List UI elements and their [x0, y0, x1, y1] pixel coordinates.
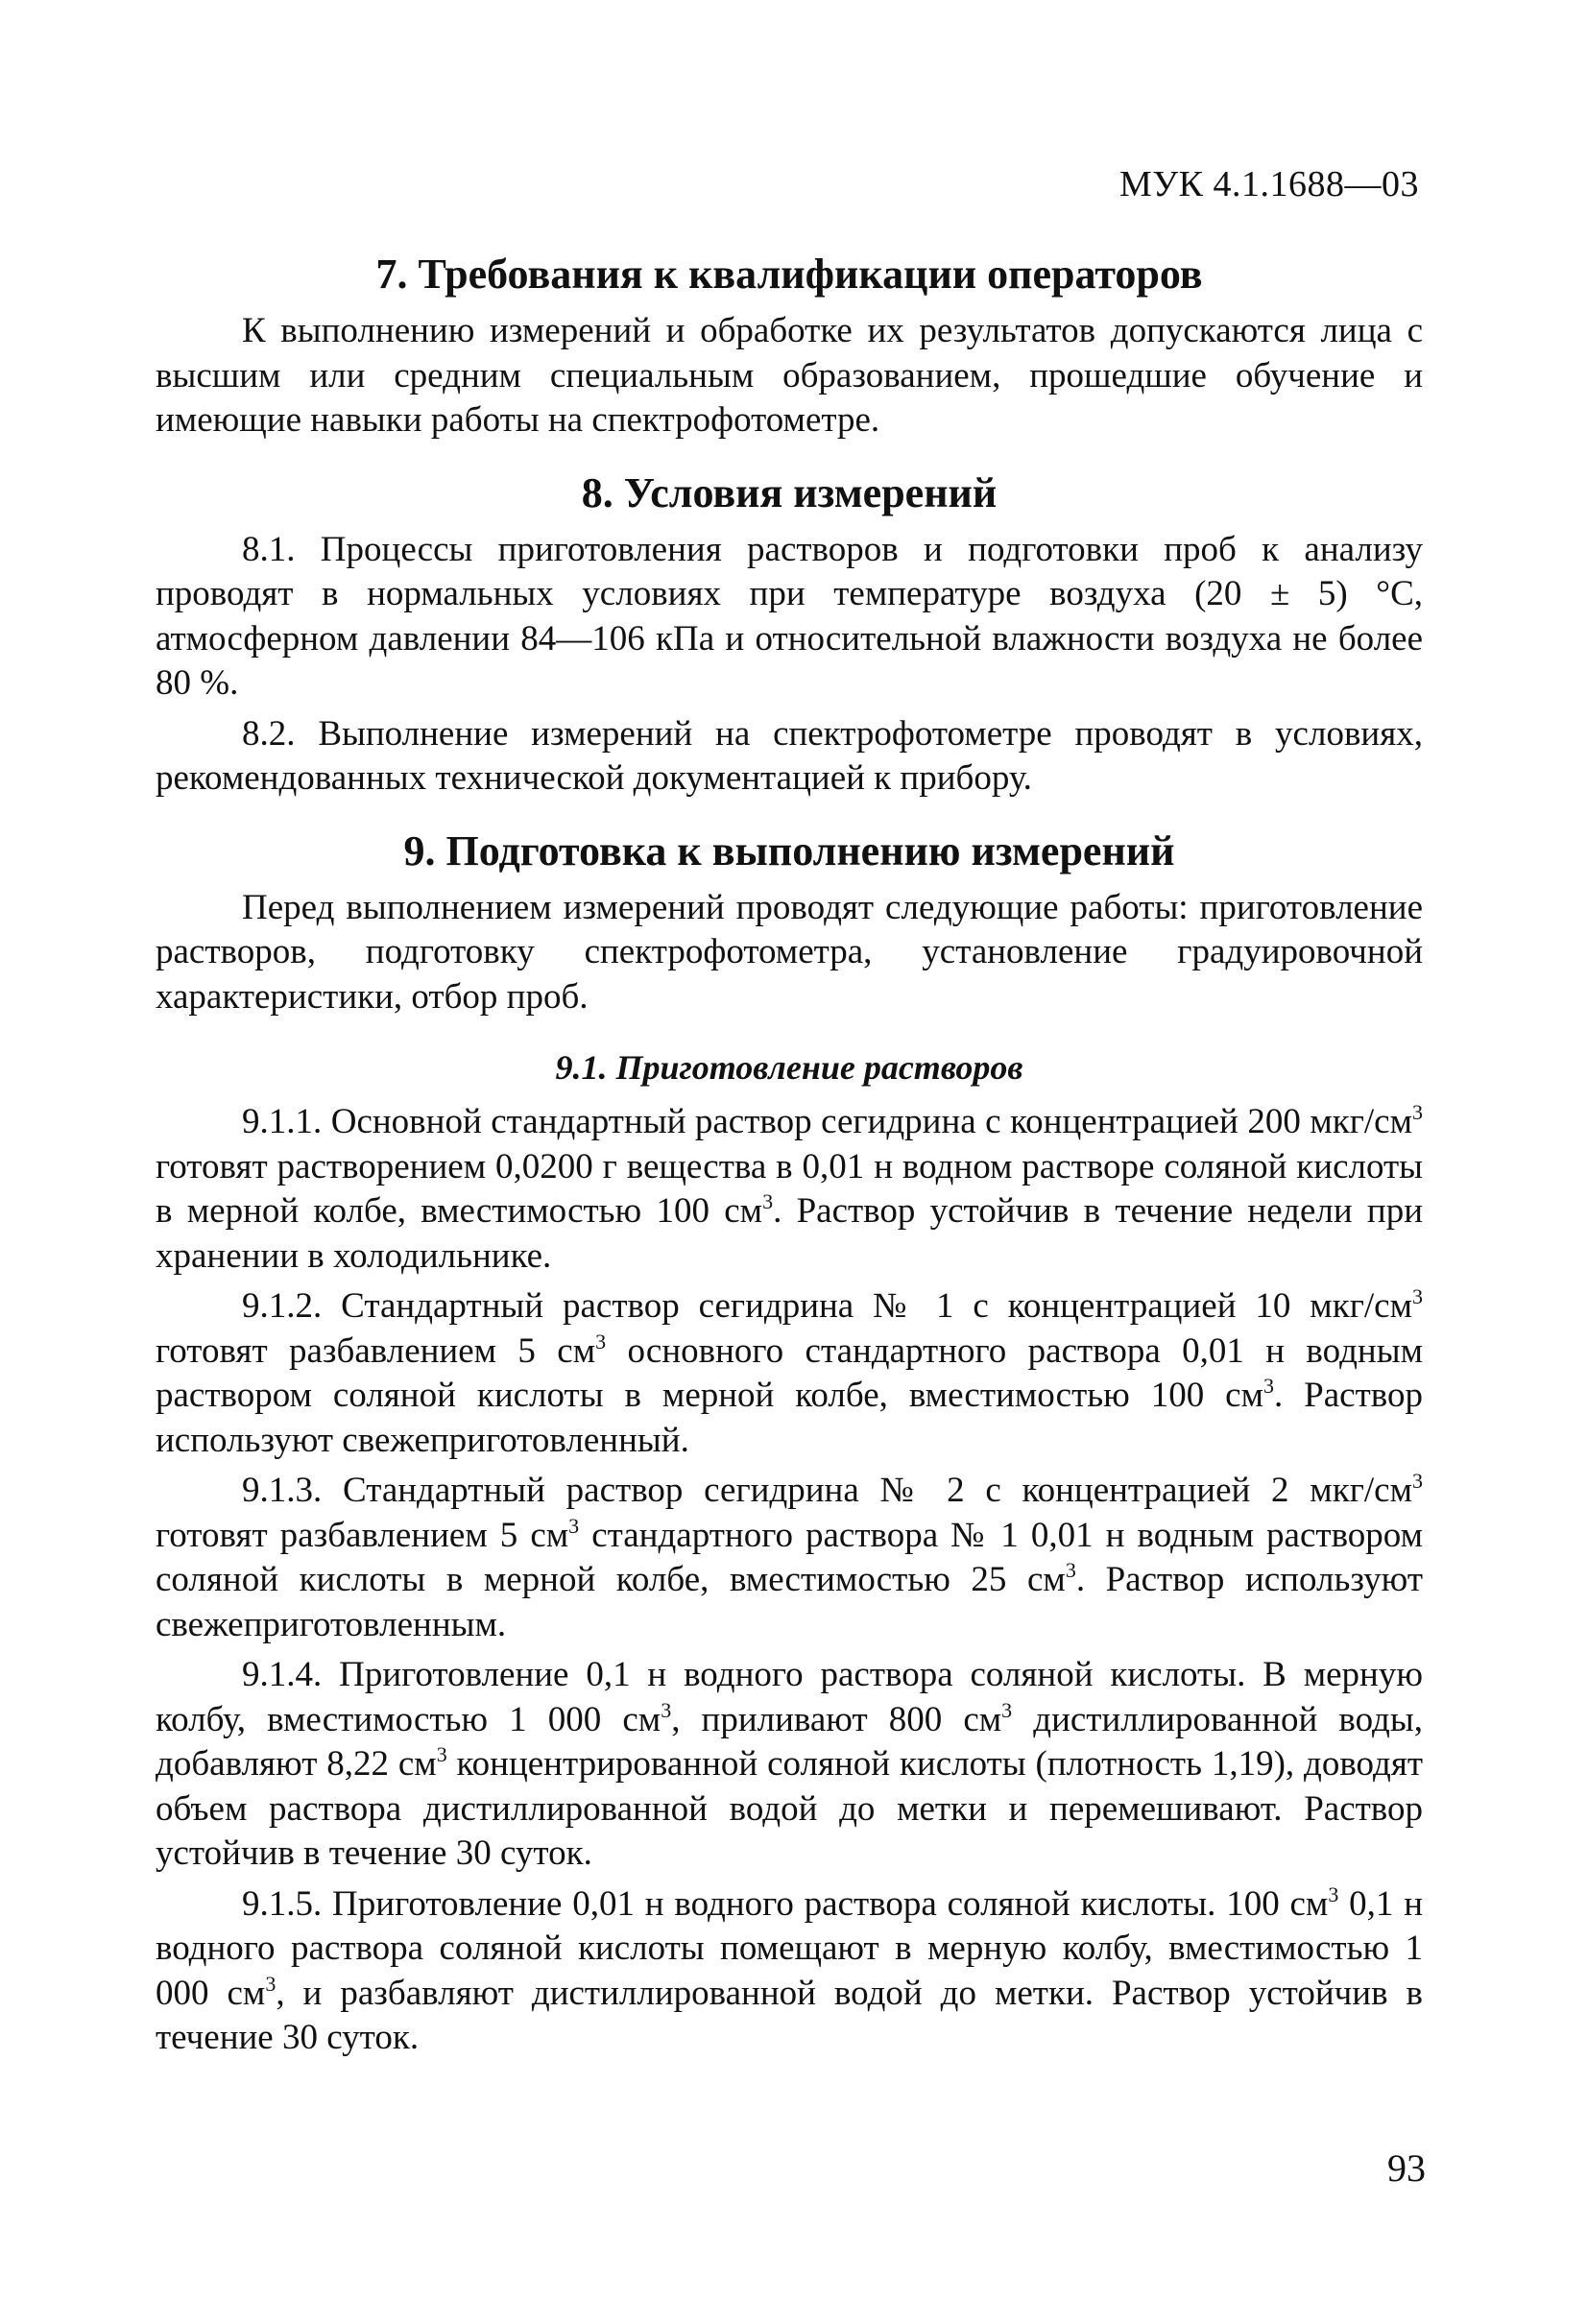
paragraph-9-1-4-text-1: 9.1.4. Приготовление 0,1 н водного раствора соляной кислоты. В мерную колбу, вместимостью 1 000 см — [156, 1655, 1423, 1739]
paragraph-9-1-4-text-2: , приливают 800 см — [671, 1699, 1002, 1739]
superscript-3: 3 — [1412, 1100, 1423, 1124]
superscript-3: 3 — [568, 1513, 580, 1538]
paragraph-9-1-5-text-1: 9.1.5. Приготовление 0,01 н водного раствора соляной кислоты. 100 см — [242, 1883, 1329, 1924]
paragraph-9-1-4-text-4: концентрированной соляной кислоты (плотность 1,19), доводят объем раствора дистиллированной водой до метки и перемешивают. Раствор устойчив в течение 30 суток. — [156, 1744, 1424, 1873]
superscript-3: 3 — [1412, 1469, 1423, 1493]
subsection-9-1-heading: 9.1. Приготовление растворов — [555, 1048, 1023, 1087]
section-7-paragraph: К выполнению измерений и обработке их результатов допускаются лица с высшим или средним специальным образованием, прошедшие обучение и имеющие навыки работы на спектрофотометре. — [156, 311, 1423, 440]
paragraph-9-1-2-text-3: основного стандартного раствора 0,01 н водным раствором соляной кислоты в мерной колбе, вместимостью 100 см — [156, 1330, 1423, 1415]
superscript-3: 3 — [1412, 1284, 1423, 1308]
superscript-3: 3 — [762, 1189, 774, 1213]
paragraph-9-1-3 — [156, 1469, 1423, 1647]
superscript-3: 3 — [1262, 1374, 1274, 1398]
superscript-3: 3 — [1001, 1697, 1013, 1722]
paragraph-9-1-2-text-1: 9.1.2. Стандартный раствор сегидрина № 1 с концентрацией 10 мкг/см — [242, 1286, 1412, 1326]
superscript-3: 3 — [595, 1329, 607, 1354]
paragraph-9-1-3-text-3: стандартного раствора № 1 0,01 н водным раствором соляной кислоты в мерной колбе, вместимостью 25 см — [156, 1515, 1423, 1599]
paragraph-9-1-4 — [156, 1653, 1423, 1877]
superscript-3: 3 — [1328, 1881, 1339, 1906]
section-7-heading: 7. Требования к квалификации операторов — [375, 251, 1203, 298]
paragraph-9-1-5 — [156, 1882, 1423, 2061]
paragraph-8-2: 8.2. Выполнение измерений на спектрофотометре проводят в условиях, рекомендованных технической документацией к прибору. — [156, 713, 1423, 798]
paragraph-9-1-2 — [156, 1284, 1423, 1463]
paragraph-8-1: 8.1. Процессы приготовления растворов и подготовки проб к анализу проводят в нормальных условиях при температуре воздуха (20 ± 5) °С, атмосферном давлении 84—106 кПа и относительной влажности воздуха не более 80 %. — [156, 529, 1423, 703]
superscript-3: 3 — [661, 1697, 672, 1722]
paragraph-9-1-1-text-1: 9.1.1. Основной стандартный раствор сегидрина с концентрацией 200 мкг/см — [242, 1102, 1412, 1141]
paragraph-9-1-3-text-4: . Раствор используют свежеприготовленным. — [156, 1560, 1423, 1644]
paragraph-9-1-1-text-3: . Раствор устойчив в течение недели при хранении в холодильнике. — [156, 1191, 1424, 1276]
paragraph-9-1-2-text-2: готовят разбавлением 5 см — [156, 1330, 596, 1371]
page-content — [156, 248, 1423, 2061]
paragraph-9-1-5-text-2: 0,1 н водного раствора соляной кислоты помещают в мерную колбу, вместимостью 1 000 см — [156, 1883, 1423, 2013]
superscript-3: 3 — [265, 1971, 277, 1996]
paragraph-9-1-5-text-3: , и разбавляют дистиллированной водой до метки. Раствор устойчив в течение 30 суток. — [156, 1973, 1423, 2057]
section-8-heading: 8. Условия измерений — [581, 468, 998, 516]
paragraph-9-1-3-text-1: 9.1.3. Стандартный раствор сегидрина № 2 с концентрацией 2 мкг/см — [242, 1471, 1412, 1510]
paragraph-9-1-4-text-3: дистиллированной воды, добавляют 8,22 см — [156, 1699, 1423, 1784]
superscript-3: 3 — [1065, 1558, 1076, 1582]
paragraph-9-1-1 — [156, 1100, 1423, 1279]
paragraph-9-1-1-text-2: готовят растворением 0,0200 г вещества в 0,01 н водном растворе соляной кислоты в мерной колбе, вместимостью 100 см — [156, 1146, 1423, 1231]
paragraph-9-1-2-text-4: . Раствор используют свежеприготовленный. — [156, 1376, 1423, 1460]
superscript-3: 3 — [436, 1742, 447, 1766]
page-number: 93 — [1387, 2146, 1426, 2190]
section-9-heading: 9. Подготовка к выполнению измерений — [403, 827, 1175, 874]
document-code: МУК 4.1.1688—03 — [1118, 164, 1419, 204]
paragraph-9-1-3-text-2: готовят разбавлением 5 см — [156, 1515, 569, 1555]
section-9-intro-paragraph: Перед выполнением измерений проводят следующие работы: приготовление растворов, подготовку спектрофотометра, установление градуировочной характеристики, отбор проб. — [156, 887, 1423, 1017]
